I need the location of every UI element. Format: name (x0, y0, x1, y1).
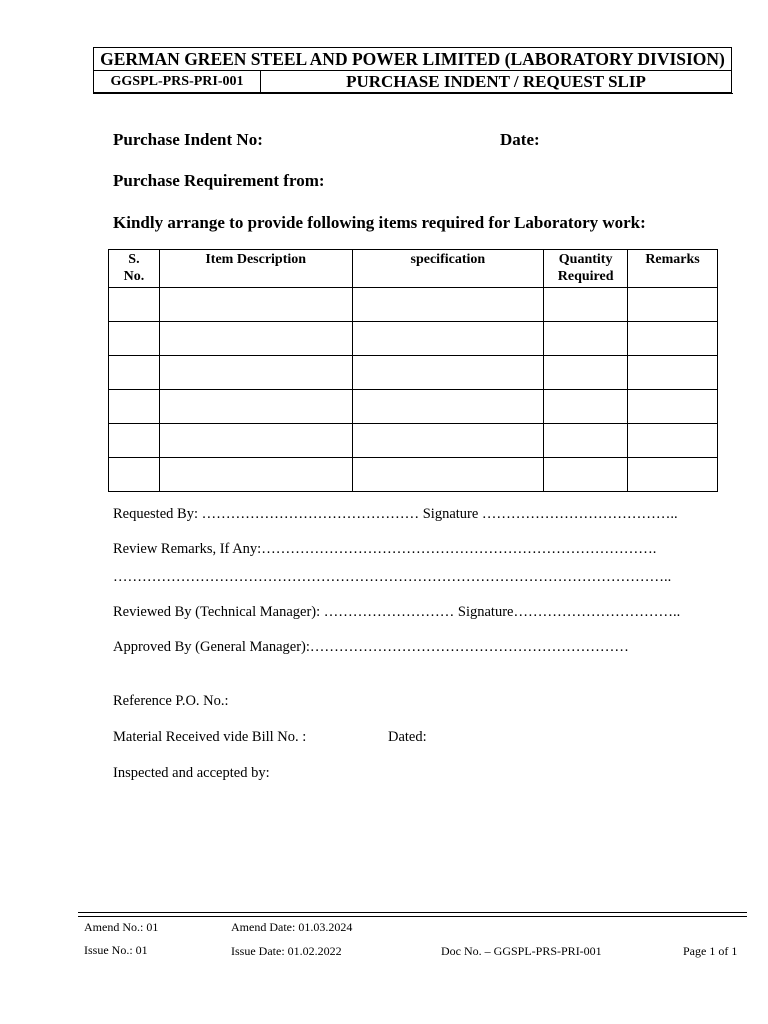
col-header-remarks (628, 250, 718, 288)
table-header-row (109, 250, 718, 288)
document-code: GGSPL-PRS-PRI-001 (94, 71, 261, 92)
material-received-label: Material Received vide Bill No. : (113, 729, 307, 745)
col-header-item-description-text: Item Description (205, 252, 307, 267)
footer-divider-top (78, 912, 747, 913)
col-header-specification-text: specification (410, 252, 486, 267)
table-cell[interactable] (159, 390, 352, 424)
table-cell[interactable] (544, 458, 628, 492)
requested-by-line: Requested By: ……………………………………… Signature ………………………………….. (113, 506, 678, 522)
table-cell[interactable] (159, 322, 352, 356)
col-header-specification (352, 250, 544, 288)
indent-no-label: Purchase Indent No: (113, 130, 263, 149)
table-row (109, 458, 718, 492)
table-cell[interactable] (352, 390, 544, 424)
page-number: Page 1 of 1 (683, 944, 738, 958)
col-header-quantity-line1: Quantity (558, 252, 613, 267)
header-row (94, 71, 731, 92)
table-cell[interactable] (159, 288, 352, 322)
col-header-sno-line2: No. (123, 269, 145, 284)
col-header-item-description (159, 250, 352, 288)
table-cell[interactable] (544, 288, 628, 322)
table-cell[interactable] (544, 322, 628, 356)
company-name: GERMAN GREEN STEEL AND POWER LIMITED (LABORATORY DIVISION) (94, 48, 731, 71)
table-cell[interactable] (544, 424, 628, 458)
approved-by-line: Approved By (General Manager):………………………………………………………… (113, 639, 629, 655)
items-table (108, 249, 718, 492)
table-cell[interactable] (352, 424, 544, 458)
table-cell[interactable] (628, 322, 718, 356)
table-cell[interactable] (352, 458, 544, 492)
table-cell[interactable] (109, 356, 160, 390)
col-header-sno (109, 250, 160, 288)
amend-no: Amend No.: 01 (84, 920, 159, 934)
footer-divider-bottom (78, 916, 747, 917)
col-header-quantity-line2: Required (557, 269, 614, 284)
table-row (109, 288, 718, 322)
table-row (109, 356, 718, 390)
table-row (109, 424, 718, 458)
instruction-text: Kindly arrange to provide following items required for Laboratory work: (113, 213, 646, 232)
issue-date: Issue Date: 01.02.2022 (231, 944, 342, 958)
table-cell[interactable] (352, 288, 544, 322)
table-cell[interactable] (109, 424, 160, 458)
table-cell[interactable] (628, 390, 718, 424)
table-cell[interactable] (109, 322, 160, 356)
table-body (109, 288, 718, 492)
table-cell[interactable] (109, 390, 160, 424)
doc-no: Doc No. – GGSPL-PRS-PRI-001 (441, 944, 602, 958)
col-header-remarks-text: Remarks (645, 252, 700, 267)
table-cell[interactable] (544, 356, 628, 390)
table-row (109, 322, 718, 356)
table-cell[interactable] (352, 322, 544, 356)
review-remarks-continuation: …………………………………………………………………………………………………….. (113, 569, 672, 585)
col-header-quantity (544, 250, 628, 288)
review-remarks-line: Review Remarks, If Any:………………………………………………………………………. (113, 541, 657, 557)
inspected-label: Inspected and accepted by: (113, 765, 270, 781)
document-title: PURCHASE INDENT / REQUEST SLIP (346, 72, 646, 91)
table-cell[interactable] (628, 288, 718, 322)
amend-date: Amend Date: 01.03.2024 (231, 920, 353, 934)
header-divider (93, 93, 733, 94)
table-cell[interactable] (352, 356, 544, 390)
requirement-from-label: Purchase Requirement from: (113, 171, 325, 190)
col-header-sno-line1: S. (128, 252, 140, 267)
date-label: Date: (500, 130, 540, 149)
table-cell[interactable] (109, 458, 160, 492)
table-cell[interactable] (159, 424, 352, 458)
reference-po-label: Reference P.O. No.: (113, 693, 229, 709)
reviewed-by-line: Reviewed By (Technical Manager): ……………………… Signature…………………………….. (113, 604, 681, 620)
table-cell[interactable] (109, 288, 160, 322)
table-row (109, 390, 718, 424)
issue-no: Issue No.: 01 (84, 943, 148, 957)
document-header (93, 47, 732, 93)
dated-label: Dated: (388, 729, 427, 745)
table-cell[interactable] (159, 458, 352, 492)
table-cell[interactable] (544, 390, 628, 424)
table-cell[interactable] (159, 356, 352, 390)
table-cell[interactable] (628, 424, 718, 458)
table-cell[interactable] (628, 458, 718, 492)
table-cell[interactable] (628, 356, 718, 390)
